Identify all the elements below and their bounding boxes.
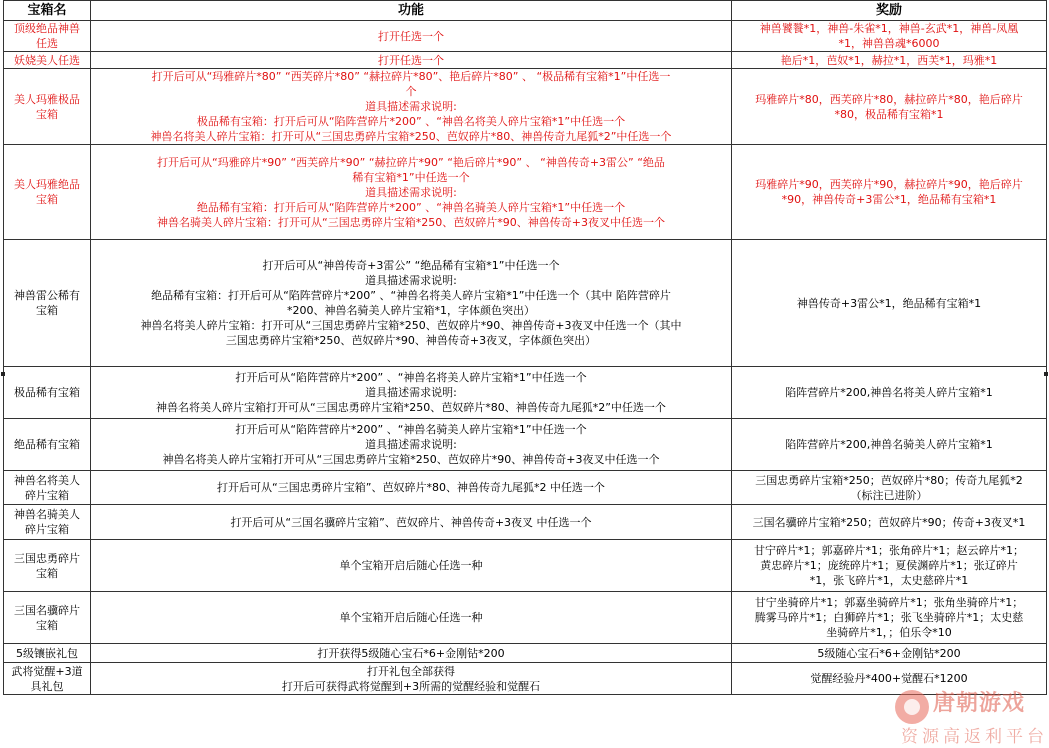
table-row (4, 505, 1047, 540)
function-line: 神兽名将美人碎片宝箱：打开可从“三国忠勇碎片宝箱*250、芭奴碎片*90、神兽传奇+3夜叉中任选一个（其中 (140, 319, 682, 332)
cell-function (91, 21, 732, 52)
reward-line: *90，神兽传奇+3雷公*1，绝品稀有宝箱*1 (781, 193, 997, 206)
name-line: 美人玛雅极品 (14, 92, 80, 106)
cell-reward (732, 367, 1047, 419)
table-row (4, 644, 1047, 663)
cell-function (91, 240, 732, 367)
cell-name (4, 540, 91, 592)
table-row (4, 540, 1047, 592)
cell-reward (732, 471, 1047, 505)
function-line: 打开后可从“玛雅碎片*90” “西芙碎片*90” “赫拉碎片*90” “艳后碎片*90” 、 “神兽传奇+3雷公” “绝品 (157, 155, 665, 169)
name-line: 宝箱 (36, 566, 58, 580)
function-line: 打开礼包全部获得 (367, 664, 455, 678)
cell-function (91, 505, 732, 540)
name-line: 神兽名将美人 (14, 473, 80, 487)
function-line: 单个宝箱开启后随心任选一种 (339, 611, 483, 624)
reward-line: 陷阵营碎片*200,神兽名将美人碎片宝箱*1 (785, 386, 993, 399)
reward-line: 甘宁碎片*1；郭嘉碎片*1；张角碎片*1；赵云碎片*1； (754, 544, 1024, 557)
table-row (4, 419, 1047, 471)
reward-line: 黄忠碎片*1；庞统碎片*1；夏侯渊碎片*1；张辽碎片 (760, 559, 1018, 572)
cell-function (91, 471, 732, 505)
function-line: 单个宝箱开启后随心任选一种 (339, 559, 483, 572)
function-line: 打开后可获得武将觉醒到+3所需的觉醒经验和觉醒石 (281, 679, 541, 693)
function-line: 道具描述需求说明: (365, 185, 457, 199)
name-line: 具礼包 (30, 679, 64, 693)
reward-line: 腾雾马碎片*1；白狮碎片*1；张飞坐骑碎片*1；太史慈 (754, 611, 1024, 624)
reward-line: 玛雅碎片*80，西芙碎片*80，赫拉碎片*80，艳后碎片 (755, 92, 1023, 106)
table-row (4, 592, 1047, 644)
name-line: 美人玛雅绝品 (14, 178, 80, 191)
reward-line: 坐骑碎片*1，；伯乐令*10 (826, 626, 952, 639)
cell-name (4, 471, 91, 505)
function-line: 绝品稀有宝箱：打开后可从“陷阵营碎片*200” 、“神兽名骑美人碎片宝箱*1”中任选一个 (196, 200, 626, 214)
name-line: 5级镶嵌礼包 (16, 646, 78, 660)
reward-line: （标注已进阶） (850, 488, 928, 502)
cell-name (4, 145, 91, 240)
function-line: 打开后可从“三国名骥碎片宝箱”、芭奴碎片、神兽传奇+3夜叉 中任选一个 (230, 515, 592, 529)
function-line: 打开后可从“玛雅碎片*80” “西芙碎片*80” “赫拉碎片*80”、艳后碎片*80” 、 “极品稀有宝箱*1”中任选一 (151, 70, 671, 83)
function-line: 道具描述需求说明: (365, 100, 457, 113)
function-line: 打开后可从“陷阵营碎片*200” 、“神兽名将美人碎片宝箱*1”中任选一个 (235, 371, 587, 384)
function-line: 绝品稀有宝箱：打开后可从“陷阵营碎片*200” 、“神兽名将美人碎片宝箱*1”中任选一个（其中 陷阵营碎片 (151, 289, 671, 302)
table-row (4, 663, 1047, 695)
cell-name (4, 240, 91, 367)
cell-name (4, 644, 91, 663)
name-line: 任选 (36, 37, 58, 50)
cell-function (91, 592, 732, 644)
function-line: 道具描述需求说明: (365, 386, 457, 399)
function-line: 神兽名将美人碎片宝箱：打开可从“三国忠勇碎片宝箱*250、芭奴碎片*80、神兽传奇九尾狐*2”中任选一个 (150, 130, 672, 143)
function-line: 打开后可从“陷阵营碎片*200” 、“神兽名骑美人碎片宝箱*1”中任选一个 (235, 423, 587, 436)
reward-line: 神兽饕餮*1，神兽-朱雀*1，神兽-玄武*1，神兽-凤凰 (759, 22, 1019, 35)
cell-name (4, 663, 91, 695)
function-line: 神兽名骑美人碎片宝箱：打开可从“三国忠勇碎片宝箱*250、芭奴碎片*90、神兽传奇+3夜叉中任选一个 (157, 215, 665, 229)
header-reward: 奖励 (732, 1, 1047, 21)
name-line: 碎片宝箱 (25, 523, 69, 536)
selection-handle-left[interactable] (1, 372, 5, 376)
name-line: 宝箱 (36, 618, 58, 632)
cell-reward (732, 644, 1047, 663)
cell-reward (732, 21, 1047, 52)
cell-name (4, 52, 91, 69)
cell-reward (732, 52, 1047, 69)
cell-function (91, 145, 732, 240)
cell-reward (732, 592, 1047, 644)
function-line: *200、神兽名骑美人碎片宝箱*1，字体颜色突出） (287, 304, 535, 317)
function-line: 个 (405, 85, 417, 98)
table-row (4, 367, 1047, 419)
cell-function (91, 367, 732, 419)
reward-line: *1，神兽兽魂*6000 (838, 37, 940, 50)
name-line: 神兽名骑美人 (14, 508, 80, 521)
reward-line: *1，张飞碎片*1，太史慈碎片*1 (809, 574, 969, 587)
header-function: 功能 (91, 1, 732, 21)
function-line: 稀有宝箱*1”中任选一个 (352, 170, 470, 184)
function-line: 神兽名将美人碎片宝箱打开可从“三国忠勇碎片宝箱*250、芭奴碎片*90、神兽传奇+3夜叉中任选一个 (162, 453, 660, 466)
cell-function (91, 663, 732, 695)
table-row (4, 21, 1047, 52)
cell-reward (732, 505, 1047, 540)
cell-function (91, 419, 732, 471)
reward-line: 艳后*1，芭奴*1，赫拉*1，西芙*1，玛雅*1 (780, 53, 998, 67)
table-row (4, 240, 1047, 367)
reward-line: 陷阵营碎片*200,神兽名骑美人碎片宝箱*1 (785, 438, 993, 451)
cell-name (4, 419, 91, 471)
cell-name (4, 367, 91, 419)
reward-line: 玛雅碎片*90，西芙碎片*90，赫拉碎片*90，艳后碎片 (755, 178, 1023, 191)
function-line: 打开获得5级随心宝石*6+金刚钻*200 (317, 646, 505, 660)
reward-line: 觉醒经验丹*400+觉醒石*1200 (810, 672, 968, 685)
reward-line: 甘宁坐骑碎片*1；郭嘉坐骑碎片*1；张角坐骑碎片*1； (754, 596, 1024, 609)
reward-line: 5级随心宝石*6+金刚钻*200 (817, 646, 961, 660)
name-line: 三国名骥碎片 (14, 603, 80, 617)
function-line: 三国忠勇碎片宝箱*250、芭奴碎片*90、神兽传奇+3夜叉，字体颜色突出） (225, 334, 597, 347)
name-line: 妖娆美人任选 (14, 53, 80, 67)
header-row (4, 1, 1047, 21)
name-line: 绝品稀有宝箱 (14, 438, 80, 451)
reward-table (3, 0, 1047, 695)
reward-line: 神兽传奇+3雷公*1，绝品稀有宝箱*1 (796, 296, 982, 310)
cell-function (91, 52, 732, 69)
name-line: 神兽雷公稀有 (14, 289, 80, 302)
cell-name (4, 505, 91, 540)
cell-reward (732, 419, 1047, 471)
function-line: 神兽名将美人碎片宝箱打开可从“三国忠勇碎片宝箱*250、芭奴碎片*80、神兽传奇九尾狐*2”中任选一个 (156, 401, 666, 414)
cell-reward (732, 240, 1047, 367)
cell-function (91, 644, 732, 663)
cell-function (91, 69, 732, 145)
name-line: 武将觉醒+3道 (11, 664, 83, 678)
reward-line: 三国忠勇碎片宝箱*250；芭奴碎片*80；传奇九尾狐*2 (755, 473, 1023, 487)
watermark (895, 686, 1047, 746)
header-name: 宝箱名 (4, 1, 91, 21)
selection-handle-right[interactable] (1044, 372, 1048, 376)
function-line: 道具描述需求说明: (365, 438, 457, 451)
cell-reward (732, 69, 1047, 145)
reward-line: 三国名骥碎片宝箱*250；芭奴碎片*90；传奇+3夜叉*1 (752, 515, 1026, 529)
reward-line: *80，极品稀有宝箱*1 (834, 107, 944, 121)
table-row (4, 52, 1047, 69)
name-line: 宝箱 (36, 304, 58, 317)
name-line: 三国忠勇碎片 (14, 551, 80, 565)
name-line: 碎片宝箱 (25, 488, 69, 502)
function-line: 打开任选一个 (378, 29, 444, 43)
name-line: 宝箱 (36, 193, 58, 206)
name-line: 顶级绝品神兽 (14, 22, 80, 35)
table-row (4, 471, 1047, 505)
name-line: 宝箱 (36, 107, 58, 121)
function-line: 打开任选一个 (378, 53, 444, 67)
watermark-subtitle: 资源高返利平台 (901, 727, 1048, 747)
cell-reward (732, 540, 1047, 592)
cell-name (4, 592, 91, 644)
cell-name (4, 69, 91, 145)
cell-reward (732, 145, 1047, 240)
function-line: 打开后可从“三国忠勇碎片宝箱”、芭奴碎片*80、神兽传奇九尾狐*2 中任选一个 (217, 481, 605, 494)
function-line: 极品稀有宝箱：打开后可从“陷阵营碎片*200” 、“神兽名将美人碎片宝箱*1”中任选一个 (196, 115, 626, 128)
name-line: 极品稀有宝箱 (14, 386, 80, 399)
function-line: 道具描述需求说明: (365, 274, 457, 287)
cell-name (4, 21, 91, 52)
table-row (4, 69, 1047, 145)
watermark-logo-icon (895, 690, 929, 724)
table-row (4, 145, 1047, 240)
watermark-title: 唐朝游戏 (933, 691, 1026, 716)
cell-function (91, 540, 732, 592)
function-line: 打开后可从“神兽传奇+3雷公” “绝品稀有宝箱*1”中任选一个 (262, 259, 560, 272)
